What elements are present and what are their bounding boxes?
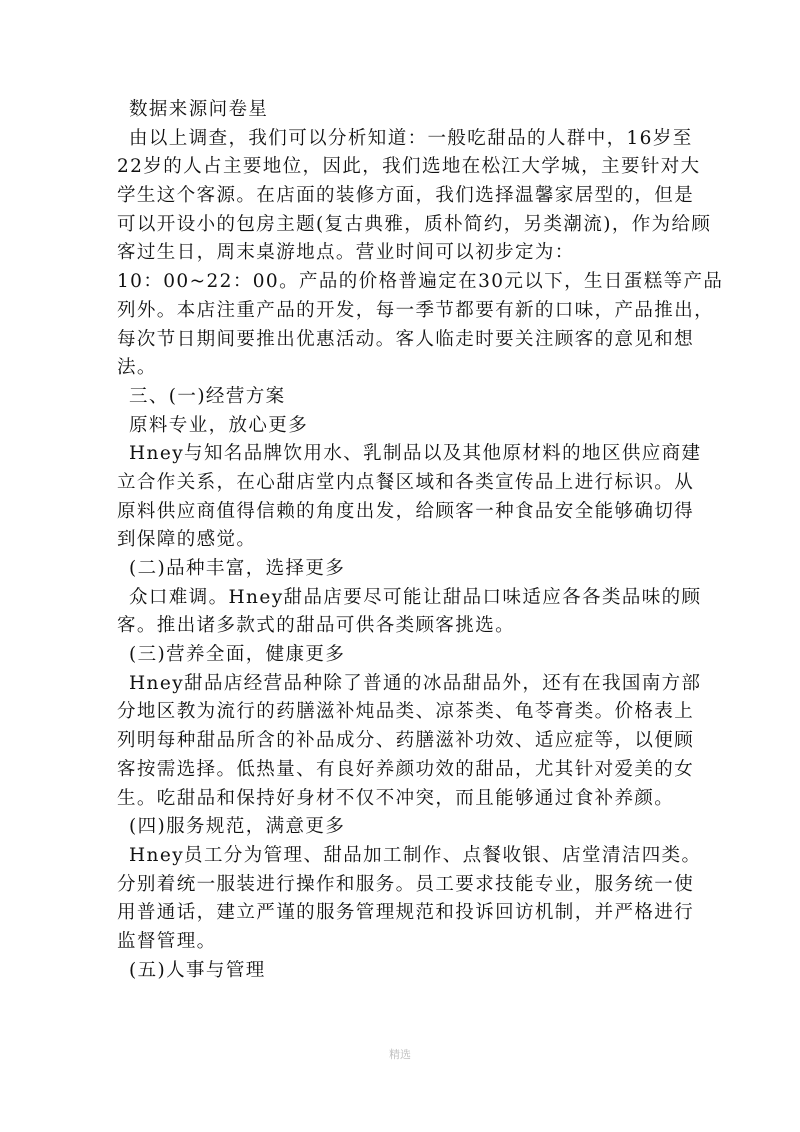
page-footer: 精选: [389, 1048, 411, 1061]
paragraph-line: 法。: [117, 357, 157, 379]
subheading: (二)品种丰富，选择更多: [129, 558, 346, 579]
paragraph-line: 到保障的感觉。: [117, 529, 257, 551]
paragraph-line: 数据来源问卷星: [129, 99, 269, 120]
paragraph-line: 列明每种甜品所含的补品成分、药膳滋补功效、适应症等，以便顾: [117, 730, 695, 752]
paragraph-line: 分别着统一服装进行操作和服务。员工要求技能专业，服务统一使: [117, 873, 695, 895]
paragraph-line: 生。吃甜品和保持好身材不仅不冲突，而且能够通过食补养颜。: [117, 787, 675, 809]
paragraph-line: 客过生日，周末桌游地点。营业时间可以初步定为：: [117, 242, 575, 264]
section-heading: 三、(一)经营方案: [129, 385, 286, 407]
paragraph-line: 可以开设小的包房主题(复古典雅，质朴简约，另类潮流)，作为给顾: [117, 213, 712, 235]
paragraph-line: 列外。本店注重产品的开发，每一季节都要有新的口味，产品推出，: [117, 299, 715, 321]
paragraph-line: 分地区教为流行的药膳滋补炖品类、凉茶类、龟苓膏类。价格表上: [117, 701, 695, 723]
paragraph-line: 众口难调。Hney甜品店要尽可能让甜品口味适应各各类品味的顾: [129, 586, 702, 608]
subheading: 原料专业，放心更多: [129, 414, 309, 436]
paragraph-line: 原料供应商值得信赖的角度出发，给顾客一种食品安全能够确切得: [117, 500, 695, 522]
paragraph-line: 立合作关系，在心甜店堂内点餐区域和各类宣传品上进行标识。从: [117, 471, 695, 493]
paragraph-line: 由以上调查，我们可以分析知道：一般吃甜品的人群中，16岁至: [129, 127, 693, 149]
paragraph-line: Hney员工分为管理、甜品加工制作、点餐收银、店堂清洁四类。: [129, 844, 702, 866]
subheading: (五)人事与管理: [129, 959, 266, 981]
subheading: (四)服务规范，满意更多: [129, 816, 346, 838]
paragraph-line: 用普通话，建立严谨的服务管理规范和投诉回访机制，并严格进行: [117, 902, 695, 924]
paragraph-line: Hney甜品店经营品种除了普通的冰品甜品外，还有在我国南方部: [129, 672, 702, 694]
paragraph-line: 客。推出诸多款式的甜品可供各类顾客挑选。: [117, 615, 516, 637]
paragraph-line: 监督管理。: [117, 930, 217, 952]
body-text: [117, 96, 724, 985]
paragraph-line: 10：00~22：00。产品的价格普遍定在30元以下，生日蛋糕等产品: [117, 271, 724, 293]
subheading: (三)营养全面，健康更多: [129, 644, 346, 666]
paragraph-line: 22岁的人占主要地位，因此，我们选地在松江大学城，主要针对大: [117, 156, 701, 178]
paragraph-line: Hney与知名品牌饮用水、乳制品以及其他原材料的地区供应商建: [129, 443, 702, 465]
paragraph-line: 学生这个客源。在店面的装修方面，我们选择温馨家居型的，但是: [117, 185, 695, 207]
paragraph-line: 每次节日期间要推出优惠活动。客人临走时要关注顾客的意见和想: [117, 328, 695, 350]
paragraph-line: 客按需选择。低热量、有良好养颜功效的甜品，尤其针对爱美的女: [117, 758, 695, 780]
